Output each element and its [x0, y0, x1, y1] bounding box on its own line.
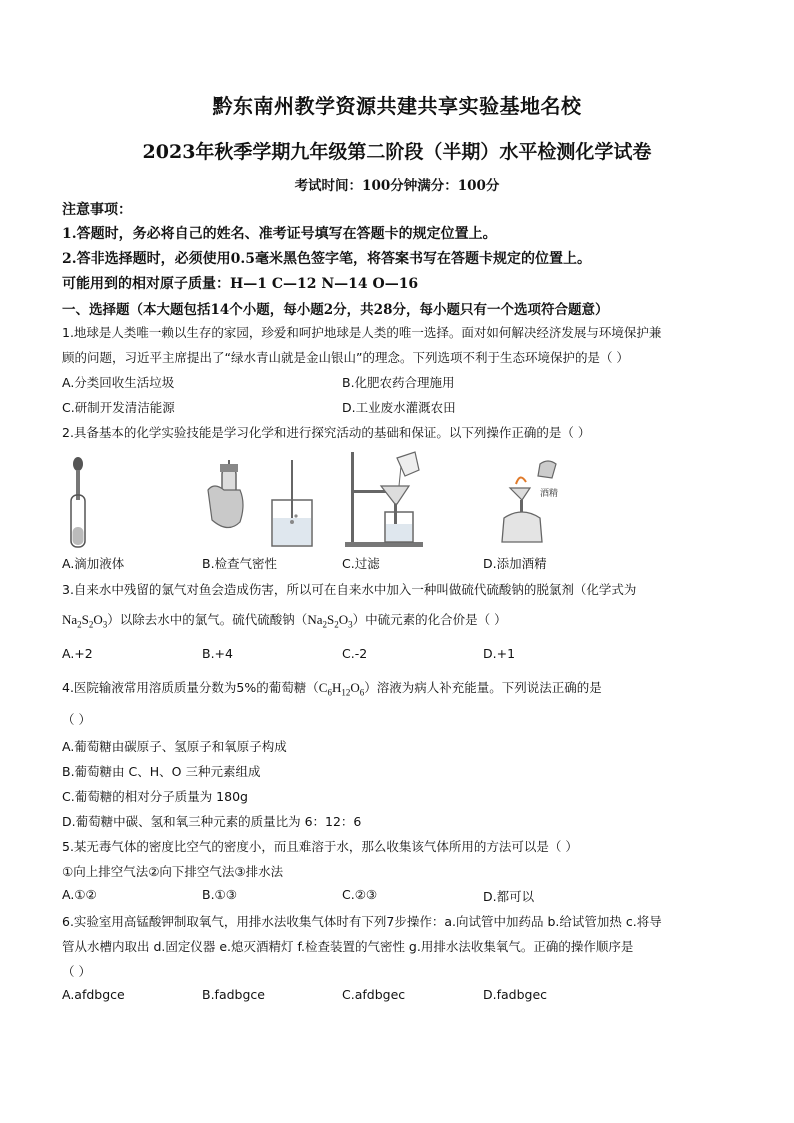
q1-option-b: B.化肥农药合理施用	[342, 375, 455, 390]
q4-option-d: D.葡萄糖中碳、氢和氧三种元素的质量比为 6：12：6	[62, 814, 362, 829]
q5-option-c: C.②③	[342, 887, 378, 902]
atomic-mass-line: 可能用到的相对原子质量：H—1 C—12 N—14 O—16	[62, 276, 419, 292]
q3-text-end: ）中硫元素的化合价是（ ）	[352, 612, 507, 627]
q6-option-d: D.fadbgec	[483, 987, 548, 1002]
q1-option-a: A.分类回收生活垃圾	[62, 375, 175, 390]
q6-option-c: C.afdbgec	[342, 987, 406, 1002]
q5-stem-line2: ①向上排空气法②向下排空气法③排水法	[62, 864, 284, 879]
q2-stem: 2.具备基本的化学实验技能是学习化学和进行探究活动的基础和保证。以下列操作正确的是（ ）	[62, 425, 591, 440]
q3-option-b: B.+4	[202, 646, 233, 661]
q4-stem-line1	[62, 678, 602, 698]
q6-stem-line3: （ ）	[62, 964, 91, 979]
dropper-illustration	[60, 455, 100, 550]
q3-option-c: C.-2	[342, 646, 368, 661]
q1-stem-line1: 1.地球是人类唯一赖以生存的家园，珍爱和呵护地球是人类的唯一选择。面对如何解决经济发展与环境保护兼	[62, 325, 662, 340]
q5-option-a: A.①②	[62, 887, 97, 902]
q2-option-a: A.滴加液体	[62, 556, 125, 571]
alcohol-label: 酒精	[540, 488, 559, 498]
q3-option-d: D.+1	[483, 646, 516, 661]
airtightness-illustration	[200, 460, 320, 550]
q3-stem-line1: 3.自来水中残留的氯气对鱼会造成伤害，所以可在自来水中加入一种叫做硫代硫酸钠的脱氯剂（化学式为	[62, 582, 637, 597]
q2-option-c: C.过滤	[342, 556, 380, 571]
q5-option-b: B.①③	[202, 887, 237, 902]
note-item-1: 1.答题时，务必将自己的姓名、准考证号填写在答题卡的规定位置上。	[62, 226, 497, 242]
q6-stem-line2: 管从水槽内取出 d.固定仪器 e.熄灭酒精灯 f.检查装置的气密性 g.用排水法收集氧气。正确的操作顺序是	[62, 939, 634, 954]
q3-stem-line2	[62, 610, 507, 630]
q3-option-a: A.+2	[62, 646, 93, 661]
formula-sodium-thiosulfate-2: $Na_2S_2O_3$	[307, 612, 353, 630]
formula-sodium-thiosulfate: $Na_2S_2O_3$	[62, 612, 108, 630]
q3-text-mid: ）以除去水中的氯气。硫代硫酸钠（	[107, 612, 308, 627]
q4-option-c: C.葡萄糖的相对分子质量为 180g	[62, 789, 248, 804]
formula-glucose: $C_6H_{12}O_6$	[318, 680, 365, 698]
filtration-illustration	[345, 450, 425, 550]
q2-option-b: B.检查气密性	[202, 556, 278, 571]
school-title: 黔东南州教学资源共建共享实验基地名校	[212, 94, 582, 118]
q5-stem-line1: 5.某无毒气体的密度比空气的密度小，而且难溶于水，那么收集该气体所用的方法可以是（ ）	[62, 839, 578, 854]
q4-stem-line2: （ ）	[62, 712, 91, 727]
exam-title: 2023年秋季学期九年级第二阶段（半期）水平检测化学试卷	[142, 141, 652, 163]
exam-info: 考试时间：100分钟满分：100分	[294, 178, 500, 194]
section-heading: 一、选择题（本大题包括14个小题，每小题2分，共28分，每小题只有一个选项符合题意）	[62, 302, 609, 318]
q1-option-c: C.研制开发清洁能源	[62, 400, 175, 415]
notes-heading: 注意事项：	[62, 202, 132, 218]
q6-option-b: B.fadbgce	[202, 987, 265, 1002]
q2-option-d: D.添加酒精	[483, 556, 547, 571]
q6-stem-line1: 6.实验室用高锰酸钾制取氧气，用排水法收集气体时有下列7步操作：a.向试管中加药品 b.给试管加热 c.将导	[62, 914, 662, 929]
q4-text-pre: 4.医院输液常用溶质质量分数为5%的葡萄糖（	[62, 680, 319, 695]
q4-text-post: ）溶液为病人补充能量。下列说法正确的是	[364, 680, 602, 695]
q6-option-a: A.afdbgce	[62, 987, 125, 1002]
q4-option-a: A.葡萄糖由碳原子、氢原子和氧原子构成	[62, 739, 287, 754]
q1-option-d: D.工业废水灌溉农田	[342, 400, 456, 415]
adding-alcohol-illustration	[490, 458, 570, 550]
q1-stem-line2: 顾的问题，习近平主席提出了“绿水青山就是金山银山”的理念。下列选项不利于生态环境保护的是（ ）	[62, 350, 629, 365]
q4-option-b: B.葡萄糖由 C、H、O 三种元素组成	[62, 764, 261, 779]
note-item-2: 2.答非选择题时，必须使用0.5毫米黑色签字笔，将答案书写在答题卡规定的位置上。	[62, 251, 591, 267]
q5-option-d: D.都可以	[483, 889, 535, 904]
